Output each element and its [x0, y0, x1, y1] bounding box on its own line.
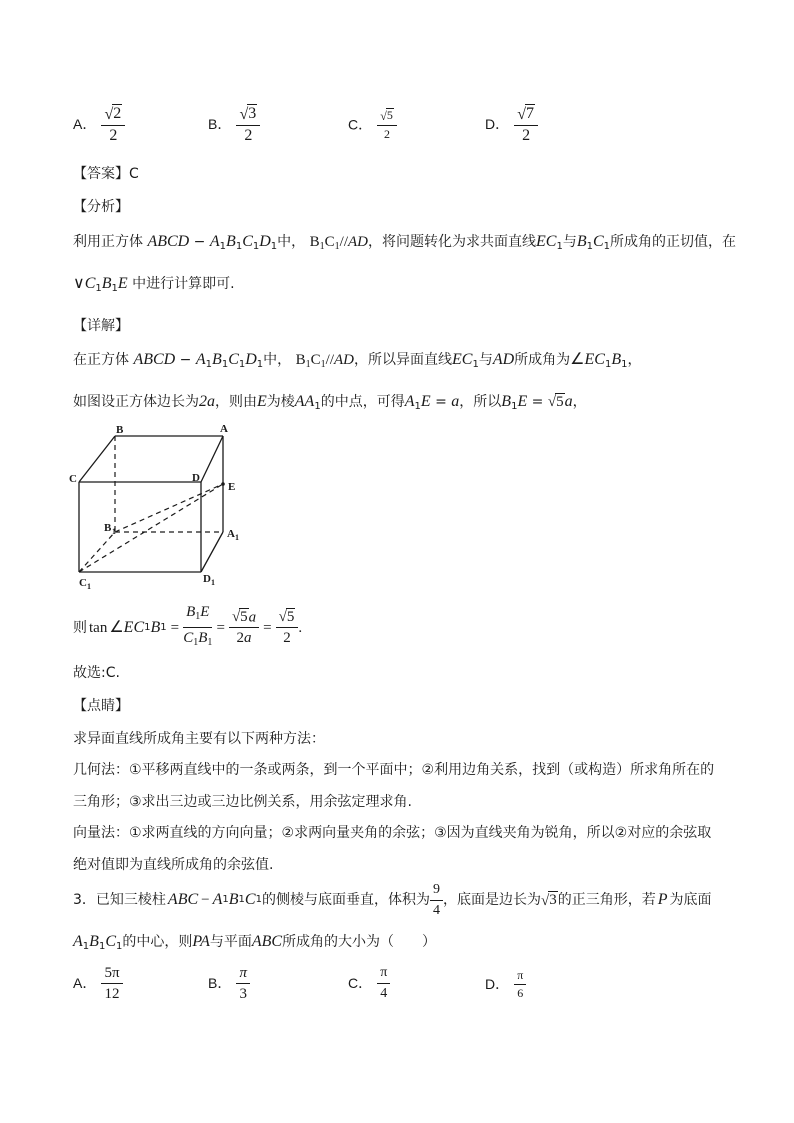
analysis-line-2: $\vee C_1B_1E$ 中进行计算即可. [73, 275, 235, 294]
label-D1: D [203, 573, 211, 585]
q3-line-1: 3． 已知三棱柱 ABC − A 1 B 1 C 1 的侧棱与底面垂直，体积为 $\frac{9}{4}$ ，底面是边长为 √ 3 的正三角形，若 P 为底面 [73, 881, 712, 918]
edge-C1B1 [79, 532, 115, 572]
q2-option-a[interactable] [73, 104, 125, 145]
edge-B1E [115, 484, 223, 532]
answer-line: 【答案】C [73, 166, 139, 182]
edge-D1A1 [201, 532, 223, 572]
q3-line-2: $A_1B_1C_1$的中心，则PA与平面ABC所成角的大小为（ ） [73, 933, 437, 952]
option-fraction: √ 5 2 [377, 108, 397, 142]
label-A1: A [227, 528, 235, 540]
label-E: E [228, 481, 236, 493]
option-label: C． [348, 975, 373, 991]
option-label: B． [208, 975, 232, 991]
label-B: B [116, 424, 124, 436]
option-fraction: √ 3 2 [236, 104, 260, 145]
option-fraction: $\frac{\pi}{3}$ [236, 964, 250, 1003]
option-fraction: √ 7 2 [514, 104, 538, 145]
option-label: D． [485, 115, 510, 132]
label-C1: C [79, 577, 87, 589]
point-line-3: 三角形；③求出三边或三边比例关系，用余弦定理求角. [73, 794, 412, 810]
label-A: A [220, 423, 228, 435]
label-A1-sub: 1 [235, 533, 239, 542]
option-label: A． [73, 115, 97, 132]
point-heading: 【点睛】 [73, 698, 129, 714]
point-line-2: 几何法：①平移两直线中的一条或两条，到一个平面中；②利用边角关系，找到（或构造）所求角所在的 [73, 762, 715, 778]
analysis-heading: 【分析】 [73, 199, 129, 215]
label-D: D [192, 472, 200, 484]
option-fraction: $\frac{5\pi}{12}$ [101, 964, 122, 1003]
point-line-1: 求异面直线所成角主要有以下两种方法： [73, 731, 325, 747]
q2-option-c[interactable] [348, 108, 397, 142]
point-line-5: 绝对值即为直线所成角的余弦值. [73, 857, 274, 873]
option-label: A． [73, 975, 97, 991]
detail-line-2: 如图设正方体边长为2a，则由E为棱$AA_1$的中点，可得$A_1E = a$，所以$B_1E$ = √ 5 a， [73, 393, 587, 412]
cube-figure [65, 420, 255, 592]
option-label: D． [485, 976, 510, 992]
option-fraction: √ 2 2 [101, 104, 125, 145]
option-label: C． [348, 116, 373, 133]
edge-DA [201, 436, 223, 482]
q3-option-a[interactable] [73, 964, 123, 1003]
q3-option-b[interactable] [208, 964, 250, 1003]
option-fraction: $\frac{\pi}{4}$ [377, 964, 390, 1003]
q2-option-d[interactable] [485, 104, 538, 145]
edge-CB [79, 436, 115, 482]
conclusion-line: 故选:C. [73, 665, 120, 681]
point-line-4: 向量法：①求两直线的方向向量；②求两向量夹角的余弦；③因为直线夹角为锐角，所以②对应的余弦取 [73, 825, 712, 841]
q2-option-b[interactable] [208, 104, 260, 145]
point-E [221, 482, 225, 486]
label-B1: B [104, 522, 112, 534]
detail-line-1: 在正方体 ABCD − $A_1B_1C_1D_1$中， $B_1C_1//AD$，所以异面直线$EC_1$与AD所成角为$\angle EC_1B_1$， [73, 351, 642, 370]
q3-options [0, 964, 794, 1012]
label-B1-sub: 1 [112, 527, 116, 536]
tan-equation: 则 tan ∠ EC 1 B 1 = $\frac{B_1E}{C_1B_1}$ = √ 5 a 2a = √ 5 2 . [73, 604, 303, 648]
q2-options [0, 104, 794, 152]
label-C1-sub: 1 [87, 582, 91, 591]
analysis-line-1: 利用正方体 ABCD − $A_1B_1C_1D_1$中， $B_1C_1//AD$，将问题转化为求共面直线$EC_1$与$B_1C_1$所成角的正切值，在 [73, 233, 737, 252]
option-label: B． [208, 115, 232, 132]
label-D1-sub: 1 [211, 578, 215, 587]
q3-option-c[interactable] [348, 964, 390, 1003]
q3-option-d[interactable] [485, 968, 526, 1001]
option-fraction: $\frac{\pi}{6}$ [514, 968, 526, 1001]
label-C: C [69, 473, 77, 485]
detail-heading: 【详解】 [73, 318, 129, 334]
